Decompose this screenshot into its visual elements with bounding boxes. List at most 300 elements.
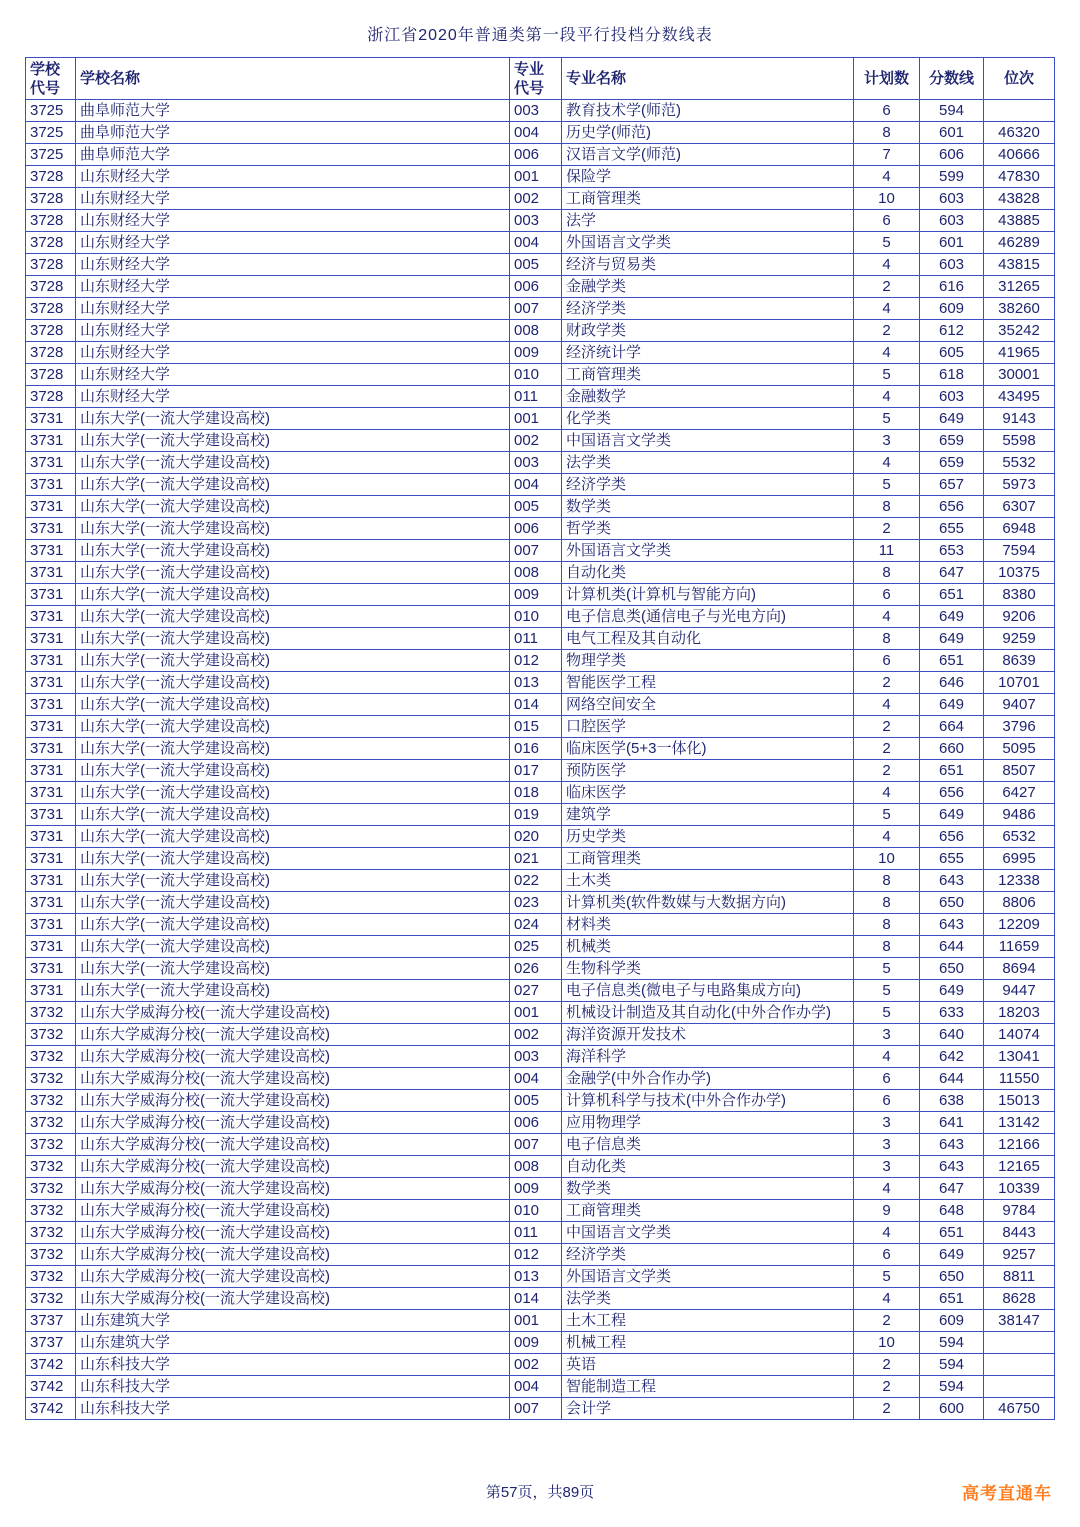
score-line-cell: 644 [920, 936, 984, 958]
plan-count-cell: 2 [854, 716, 920, 738]
table-row [26, 1156, 1055, 1178]
major-code-cell: 009 [510, 1332, 562, 1354]
school-name-cell: 山东建筑大学 [76, 1332, 510, 1354]
page-title: 浙江省2020年普通类第一段平行投档分数线表 [367, 27, 713, 44]
plan-count-cell: 11 [854, 540, 920, 562]
score-line-cell: 594 [920, 1376, 984, 1398]
score-line-cell: 594 [920, 1332, 984, 1354]
major-name-cell: 化学类 [562, 408, 854, 430]
rank-cell: 9257 [984, 1244, 1055, 1266]
table-row [26, 1134, 1055, 1156]
plan-count-cell: 10 [854, 848, 920, 870]
plan-count-cell: 2 [854, 760, 920, 782]
major-code-cell: 002 [510, 1024, 562, 1046]
school-name-cell: 山东大学(一流大学建设高校) [76, 540, 510, 562]
major-name-cell: 计算机类(计算机与智能方向) [562, 584, 854, 606]
plan-count-cell: 5 [854, 804, 920, 826]
plan-count-cell: 5 [854, 1002, 920, 1024]
score-line-cell: 649 [920, 694, 984, 716]
score-line-cell: 642 [920, 1046, 984, 1068]
plan-count-cell: 2 [854, 1398, 920, 1420]
school-name-cell: 山东大学威海分校(一流大学建设高校) [76, 1178, 510, 1200]
table-row [26, 980, 1055, 1002]
table-row [26, 826, 1055, 848]
header-school-name: 学校名称 [76, 58, 510, 100]
score-line-cell: 651 [920, 760, 984, 782]
score-line-cell: 643 [920, 870, 984, 892]
major-name-cell: 英语 [562, 1354, 854, 1376]
school-name-cell: 山东大学威海分校(一流大学建设高校) [76, 1156, 510, 1178]
table-row [26, 122, 1055, 144]
rank-cell [984, 1354, 1055, 1376]
major-code-cell: 008 [510, 562, 562, 584]
table-row [26, 210, 1055, 232]
school-code-cell: 3728 [26, 364, 76, 386]
rank-cell [984, 1376, 1055, 1398]
major-name-cell: 网络空间安全 [562, 694, 854, 716]
major-name-cell: 海洋资源开发技术 [562, 1024, 854, 1046]
table-row [26, 1376, 1055, 1398]
school-name-cell: 曲阜师范大学 [76, 144, 510, 166]
plan-count-cell: 6 [854, 1068, 920, 1090]
major-code-cell: 009 [510, 342, 562, 364]
school-name-cell: 山东大学威海分校(一流大学建设高校) [76, 1222, 510, 1244]
plan-count-cell: 6 [854, 584, 920, 606]
score-line-cell: 606 [920, 144, 984, 166]
plan-count-cell: 8 [854, 496, 920, 518]
major-code-cell: 003 [510, 210, 562, 232]
school-name-cell: 山东财经大学 [76, 342, 510, 364]
school-name-cell: 山东大学威海分校(一流大学建设高校) [76, 1024, 510, 1046]
table-row [26, 518, 1055, 540]
major-name-cell: 物理学类 [562, 650, 854, 672]
rank-cell: 15013 [984, 1090, 1055, 1112]
major-code-cell: 004 [510, 1068, 562, 1090]
rank-cell: 9784 [984, 1200, 1055, 1222]
plan-count-cell: 5 [854, 474, 920, 496]
school-name-cell: 山东科技大学 [76, 1376, 510, 1398]
school-code-cell: 3728 [26, 298, 76, 320]
rank-cell: 43815 [984, 254, 1055, 276]
score-line-cell: 649 [920, 804, 984, 826]
rank-cell: 13142 [984, 1112, 1055, 1134]
school-code-cell: 3731 [26, 606, 76, 628]
score-line-cell: 664 [920, 716, 984, 738]
major-code-cell: 027 [510, 980, 562, 1002]
major-name-cell: 自动化类 [562, 562, 854, 584]
school-code-cell: 3731 [26, 716, 76, 738]
school-code-cell: 3731 [26, 782, 76, 804]
score-line-cell: 612 [920, 320, 984, 342]
rank-cell: 12165 [984, 1156, 1055, 1178]
major-code-cell: 003 [510, 1046, 562, 1068]
table-row [26, 672, 1055, 694]
major-code-cell: 019 [510, 804, 562, 826]
major-code-cell: 012 [510, 650, 562, 672]
major-code-cell: 011 [510, 628, 562, 650]
major-code-cell: 001 [510, 1002, 562, 1024]
table-row [26, 584, 1055, 606]
table-row [26, 452, 1055, 474]
rank-cell: 46289 [984, 232, 1055, 254]
score-line-cell: 649 [920, 980, 984, 1002]
table-row [26, 694, 1055, 716]
score-line-cell: 650 [920, 958, 984, 980]
table-row [26, 166, 1055, 188]
rank-cell: 13041 [984, 1046, 1055, 1068]
rank-cell: 9486 [984, 804, 1055, 826]
school-code-cell: 3732 [26, 1178, 76, 1200]
school-code-cell: 3728 [26, 166, 76, 188]
school-name-cell: 山东大学(一流大学建设高校) [76, 738, 510, 760]
school-name-cell: 山东财经大学 [76, 386, 510, 408]
school-name-cell: 山东建筑大学 [76, 1310, 510, 1332]
score-line-cell: 641 [920, 1112, 984, 1134]
major-code-cell: 008 [510, 320, 562, 342]
major-code-cell: 007 [510, 1398, 562, 1420]
school-code-cell: 3731 [26, 628, 76, 650]
header-plan-count: 计划数 [854, 58, 920, 100]
major-code-cell: 026 [510, 958, 562, 980]
brand-watermark: 高考直通车 [962, 1484, 1052, 1503]
table-row [26, 408, 1055, 430]
rank-cell: 14074 [984, 1024, 1055, 1046]
rank-cell [984, 100, 1055, 122]
table-row [26, 496, 1055, 518]
school-name-cell: 山东大学(一流大学建设高校) [76, 958, 510, 980]
rank-cell: 5532 [984, 452, 1055, 474]
major-name-cell: 智能医学工程 [562, 672, 854, 694]
major-code-cell: 005 [510, 254, 562, 276]
score-line-cell: 648 [920, 1200, 984, 1222]
school-name-cell: 山东大学(一流大学建设高校) [76, 474, 510, 496]
major-name-cell: 经济学类 [562, 298, 854, 320]
rank-cell: 40666 [984, 144, 1055, 166]
school-code-cell: 3731 [26, 870, 76, 892]
major-code-cell: 012 [510, 1244, 562, 1266]
score-line-cell: 656 [920, 496, 984, 518]
major-code-cell: 014 [510, 694, 562, 716]
school-name-cell: 山东大学威海分校(一流大学建设高校) [76, 1288, 510, 1310]
major-code-cell: 007 [510, 1134, 562, 1156]
rank-cell: 8507 [984, 760, 1055, 782]
major-code-cell: 023 [510, 892, 562, 914]
school-name-cell: 山东大学(一流大学建设高校) [76, 782, 510, 804]
school-code-cell: 3728 [26, 386, 76, 408]
school-code-cell: 3742 [26, 1398, 76, 1420]
school-name-cell: 山东大学(一流大学建设高校) [76, 716, 510, 738]
major-code-cell: 015 [510, 716, 562, 738]
school-code-cell: 3737 [26, 1310, 76, 1332]
school-name-cell: 山东大学威海分校(一流大学建设高校) [76, 1244, 510, 1266]
school-code-cell: 3731 [26, 760, 76, 782]
school-name-cell: 山东大学(一流大学建设高校) [76, 694, 510, 716]
major-code-cell: 011 [510, 1222, 562, 1244]
school-name-cell: 山东大学(一流大学建设高校) [76, 848, 510, 870]
score-line-cell: 651 [920, 584, 984, 606]
rank-cell: 5598 [984, 430, 1055, 452]
major-name-cell: 哲学类 [562, 518, 854, 540]
score-table-header [26, 58, 1055, 100]
score-line-cell: 616 [920, 276, 984, 298]
school-code-cell: 3731 [26, 980, 76, 1002]
table-row [26, 1398, 1055, 1420]
score-line-cell: 649 [920, 408, 984, 430]
table-row [26, 760, 1055, 782]
school-code-cell: 3732 [26, 1288, 76, 1310]
rank-cell: 46750 [984, 1398, 1055, 1420]
school-name-cell: 山东大学(一流大学建设高校) [76, 496, 510, 518]
plan-count-cell: 4 [854, 166, 920, 188]
school-code-cell: 3731 [26, 914, 76, 936]
table-row [26, 1244, 1055, 1266]
major-name-cell: 工商管理类 [562, 1200, 854, 1222]
rank-cell: 6995 [984, 848, 1055, 870]
major-name-cell: 数学类 [562, 1178, 854, 1200]
school-code-cell: 3731 [26, 804, 76, 826]
score-line-cell: 649 [920, 1244, 984, 1266]
table-row [26, 1354, 1055, 1376]
score-line-cell: 600 [920, 1398, 984, 1420]
school-code-cell: 3728 [26, 342, 76, 364]
major-name-cell: 临床医学 [562, 782, 854, 804]
major-name-cell: 口腔医学 [562, 716, 854, 738]
school-name-cell: 山东财经大学 [76, 276, 510, 298]
score-line-cell: 638 [920, 1090, 984, 1112]
header-rank: 位次 [984, 58, 1055, 100]
plan-count-cell: 3 [854, 430, 920, 452]
major-name-cell: 外国语言文学类 [562, 1266, 854, 1288]
major-code-cell: 018 [510, 782, 562, 804]
table-row [26, 188, 1055, 210]
rank-cell: 8628 [984, 1288, 1055, 1310]
plan-count-cell: 5 [854, 408, 920, 430]
major-code-cell: 003 [510, 100, 562, 122]
score-line-cell: 594 [920, 100, 984, 122]
school-code-cell: 3732 [26, 1024, 76, 1046]
major-code-cell: 003 [510, 452, 562, 474]
table-row [26, 430, 1055, 452]
rank-cell: 10339 [984, 1178, 1055, 1200]
major-code-cell: 005 [510, 1090, 562, 1112]
score-line-cell: 644 [920, 1068, 984, 1090]
table-row [26, 562, 1055, 584]
school-name-cell: 山东大学(一流大学建设高校) [76, 914, 510, 936]
school-code-cell: 3732 [26, 1222, 76, 1244]
table-row [26, 936, 1055, 958]
plan-count-cell: 6 [854, 1090, 920, 1112]
major-name-cell: 会计学 [562, 1398, 854, 1420]
major-name-cell: 经济学类 [562, 1244, 854, 1266]
major-name-cell: 汉语言文学(师范) [562, 144, 854, 166]
score-line-cell: 603 [920, 386, 984, 408]
major-code-cell: 016 [510, 738, 562, 760]
table-row [26, 1200, 1055, 1222]
rank-cell: 5095 [984, 738, 1055, 760]
major-code-cell: 001 [510, 1310, 562, 1332]
score-table-body [26, 100, 1055, 1420]
rank-cell: 10375 [984, 562, 1055, 584]
rank-cell: 11550 [984, 1068, 1055, 1090]
school-code-cell: 3728 [26, 232, 76, 254]
plan-count-cell: 6 [854, 1244, 920, 1266]
school-code-cell: 3728 [26, 276, 76, 298]
school-name-cell: 山东大学(一流大学建设高校) [76, 980, 510, 1002]
plan-count-cell: 4 [854, 298, 920, 320]
table-row [26, 804, 1055, 826]
score-line-cell: 649 [920, 606, 984, 628]
plan-count-cell: 5 [854, 980, 920, 1002]
school-name-cell: 山东财经大学 [76, 298, 510, 320]
major-name-cell: 金融学(中外合作办学) [562, 1068, 854, 1090]
rank-cell: 9143 [984, 408, 1055, 430]
rank-cell: 9259 [984, 628, 1055, 650]
table-row [26, 1002, 1055, 1024]
school-name-cell: 山东财经大学 [76, 320, 510, 342]
score-line-cell: 633 [920, 1002, 984, 1024]
school-code-cell: 3731 [26, 562, 76, 584]
rank-cell: 9206 [984, 606, 1055, 628]
school-code-cell: 3732 [26, 1266, 76, 1288]
score-line-cell: 651 [920, 1222, 984, 1244]
table-row [26, 1178, 1055, 1200]
major-name-cell: 预防医学 [562, 760, 854, 782]
major-name-cell: 财政学类 [562, 320, 854, 342]
plan-count-cell: 4 [854, 1046, 920, 1068]
school-name-cell: 山东财经大学 [76, 166, 510, 188]
school-code-cell: 3725 [26, 100, 76, 122]
rank-cell: 30001 [984, 364, 1055, 386]
table-row [26, 298, 1055, 320]
school-name-cell: 山东大学(一流大学建设高校) [76, 452, 510, 474]
rank-cell: 31265 [984, 276, 1055, 298]
major-code-cell: 024 [510, 914, 562, 936]
plan-count-cell: 2 [854, 738, 920, 760]
rank-cell: 12166 [984, 1134, 1055, 1156]
school-name-cell: 山东财经大学 [76, 188, 510, 210]
rank-cell: 10701 [984, 672, 1055, 694]
school-name-cell: 山东大学(一流大学建设高校) [76, 826, 510, 848]
school-name-cell: 山东大学(一流大学建设高校) [76, 650, 510, 672]
major-name-cell: 海洋科学 [562, 1046, 854, 1068]
score-line-cell: 594 [920, 1354, 984, 1376]
major-name-cell: 工商管理类 [562, 188, 854, 210]
rank-cell: 5973 [984, 474, 1055, 496]
plan-count-cell: 3 [854, 1112, 920, 1134]
school-code-cell: 3731 [26, 936, 76, 958]
major-name-cell: 教育技术学(师范) [562, 100, 854, 122]
school-code-cell: 3731 [26, 452, 76, 474]
school-code-cell: 3732 [26, 1002, 76, 1024]
plan-count-cell: 3 [854, 1156, 920, 1178]
plan-count-cell: 8 [854, 628, 920, 650]
major-code-cell: 006 [510, 518, 562, 540]
rank-cell: 6948 [984, 518, 1055, 540]
school-name-cell: 山东财经大学 [76, 210, 510, 232]
school-code-cell: 3732 [26, 1244, 76, 1266]
major-name-cell: 历史学(师范) [562, 122, 854, 144]
table-row [26, 1112, 1055, 1134]
major-name-cell: 经济与贸易类 [562, 254, 854, 276]
major-code-cell: 002 [510, 1354, 562, 1376]
major-code-cell: 006 [510, 276, 562, 298]
school-name-cell: 山东科技大学 [76, 1354, 510, 1376]
school-name-cell: 山东财经大学 [76, 232, 510, 254]
plan-count-cell: 8 [854, 914, 920, 936]
school-name-cell: 山东大学(一流大学建设高校) [76, 804, 510, 826]
table-row [26, 144, 1055, 166]
score-line-cell: 650 [920, 1266, 984, 1288]
major-code-cell: 022 [510, 870, 562, 892]
major-name-cell: 法学 [562, 210, 854, 232]
school-name-cell: 山东大学威海分校(一流大学建设高校) [76, 1266, 510, 1288]
school-name-cell: 山东大学(一流大学建设高校) [76, 562, 510, 584]
school-name-cell: 山东大学威海分校(一流大学建设高校) [76, 1200, 510, 1222]
school-code-cell: 3732 [26, 1068, 76, 1090]
table-row [26, 100, 1055, 122]
major-code-cell: 010 [510, 1200, 562, 1222]
score-line-cell: 651 [920, 650, 984, 672]
plan-count-cell: 4 [854, 342, 920, 364]
major-code-cell: 004 [510, 1376, 562, 1398]
school-code-cell: 3731 [26, 496, 76, 518]
major-code-cell: 007 [510, 298, 562, 320]
major-name-cell: 外国语言文学类 [562, 540, 854, 562]
major-name-cell: 智能制造工程 [562, 1376, 854, 1398]
school-code-cell: 3731 [26, 694, 76, 716]
major-code-cell: 010 [510, 364, 562, 386]
table-row [26, 386, 1055, 408]
rank-cell: 18203 [984, 1002, 1055, 1024]
major-code-cell: 008 [510, 1156, 562, 1178]
score-line-cell: 603 [920, 210, 984, 232]
score-line-cell: 660 [920, 738, 984, 760]
table-row [26, 716, 1055, 738]
school-code-cell: 3731 [26, 848, 76, 870]
score-line-cell: 599 [920, 166, 984, 188]
major-code-cell: 004 [510, 122, 562, 144]
major-name-cell: 土木工程 [562, 1310, 854, 1332]
plan-count-cell: 4 [854, 1222, 920, 1244]
table-row [26, 1046, 1055, 1068]
major-code-cell: 017 [510, 760, 562, 782]
rank-cell: 9447 [984, 980, 1055, 1002]
score-line-cell: 651 [920, 1288, 984, 1310]
score-line-cell: 601 [920, 122, 984, 144]
school-name-cell: 山东大学(一流大学建设高校) [76, 408, 510, 430]
plan-count-cell: 4 [854, 606, 920, 628]
plan-count-cell: 4 [854, 386, 920, 408]
school-code-cell: 3728 [26, 210, 76, 232]
major-name-cell: 法学类 [562, 452, 854, 474]
plan-count-cell: 8 [854, 892, 920, 914]
major-name-cell: 电子信息类(通信电子与光电方向) [562, 606, 854, 628]
page-number: 第57页，共89页 [485, 1484, 595, 1501]
rank-cell: 11659 [984, 936, 1055, 958]
major-name-cell: 建筑学 [562, 804, 854, 826]
table-row [26, 606, 1055, 628]
major-code-cell: 013 [510, 672, 562, 694]
plan-count-cell: 8 [854, 870, 920, 892]
major-name-cell: 电子信息类(微电子与电路集成方向) [562, 980, 854, 1002]
major-name-cell: 应用物理学 [562, 1112, 854, 1134]
major-name-cell: 法学类 [562, 1288, 854, 1310]
plan-count-cell: 6 [854, 210, 920, 232]
school-name-cell: 山东大学(一流大学建设高校) [76, 518, 510, 540]
major-code-cell: 011 [510, 386, 562, 408]
rank-cell: 7594 [984, 540, 1055, 562]
school-name-cell: 山东大学(一流大学建设高校) [76, 870, 510, 892]
